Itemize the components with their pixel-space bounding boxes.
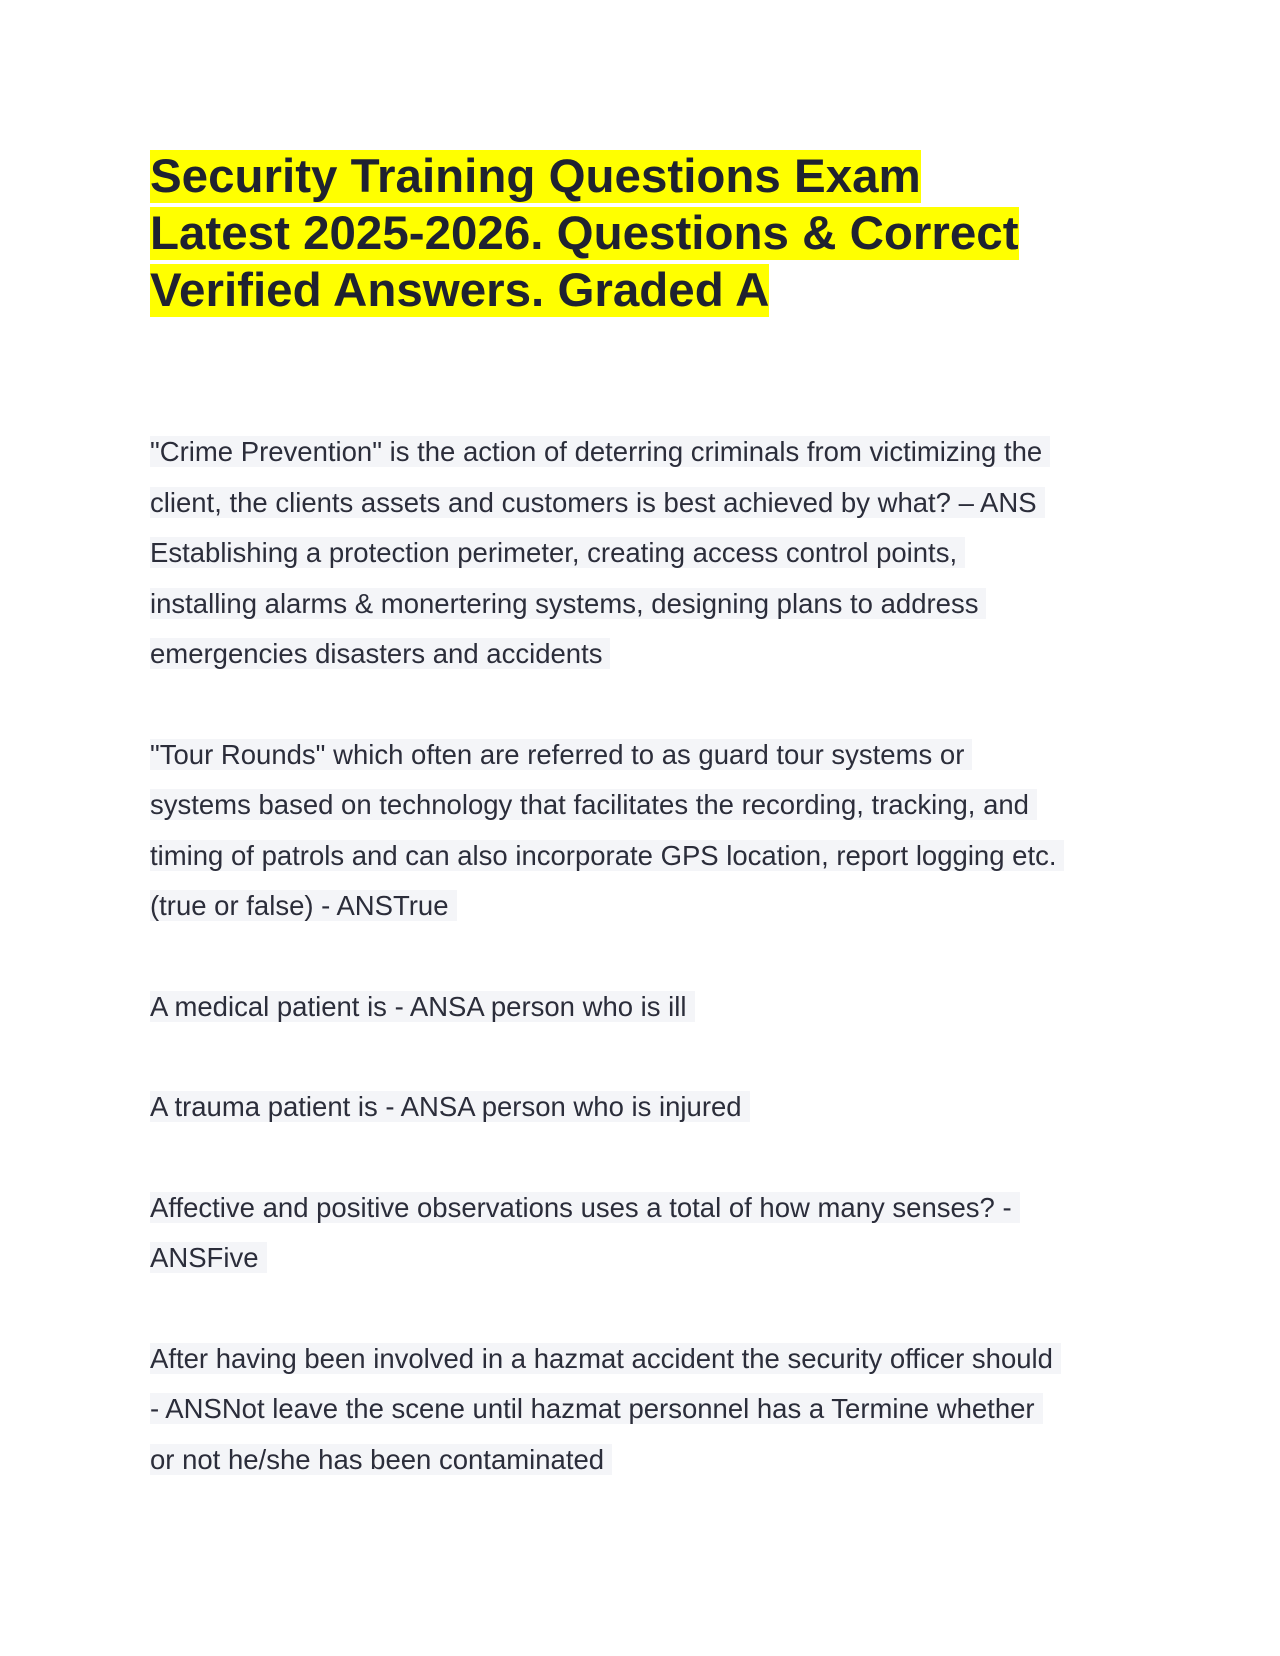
document-page [150,148,1140,1535]
qa-item [150,982,1140,1033]
title-line: Security Training Questions Exam [150,150,921,203]
qa-item [150,1082,1140,1133]
qa-line: A trauma patient is - ANSA person who is injured [150,1091,750,1122]
qa-line: systems based on technology that facilitates the recording, tracking, and [150,789,1037,820]
qa-line: or not he/she has been contaminated [150,1444,612,1475]
qa-line: (true or false) - ANSTrue [150,890,457,921]
title-line: Latest 2025-2026. Questions & Correct [150,207,1019,260]
document-title [150,148,1140,319]
qa-line: "Tour Rounds" which often are referred to as guard tour systems or [150,739,972,770]
title-line: Verified Answers. Graded A [150,264,770,317]
qa-line: timing of patrols and can also incorporate GPS location, report logging etc. [150,840,1064,871]
qa-line: emergencies disasters and accidents [150,638,610,669]
qa-line: installing alarms & monertering systems, designing plans to address [150,588,986,619]
qa-line: ANSFive [150,1242,267,1273]
qa-line: Affective and positive observations uses a total of how many senses? - [150,1192,1020,1223]
qa-item [150,1334,1140,1486]
qa-line: client, the clients assets and customers is best achieved by what? – ANS [150,487,1045,518]
qa-item [150,730,1140,932]
qa-list [150,427,1140,1485]
qa-item [150,1183,1140,1284]
qa-line: After having been involved in a hazmat accident the security officer should [150,1343,1061,1374]
qa-item [150,427,1140,680]
qa-line: Establishing a protection perimeter, creating access control points, [150,537,965,568]
qa-line: A medical patient is - ANSA person who is ill [150,991,695,1022]
qa-line: - ANSNot leave the scene until hazmat personnel has a Termine whether [150,1393,1043,1424]
qa-line: "Crime Prevention" is the action of deterring criminals from victimizing the [150,436,1050,467]
